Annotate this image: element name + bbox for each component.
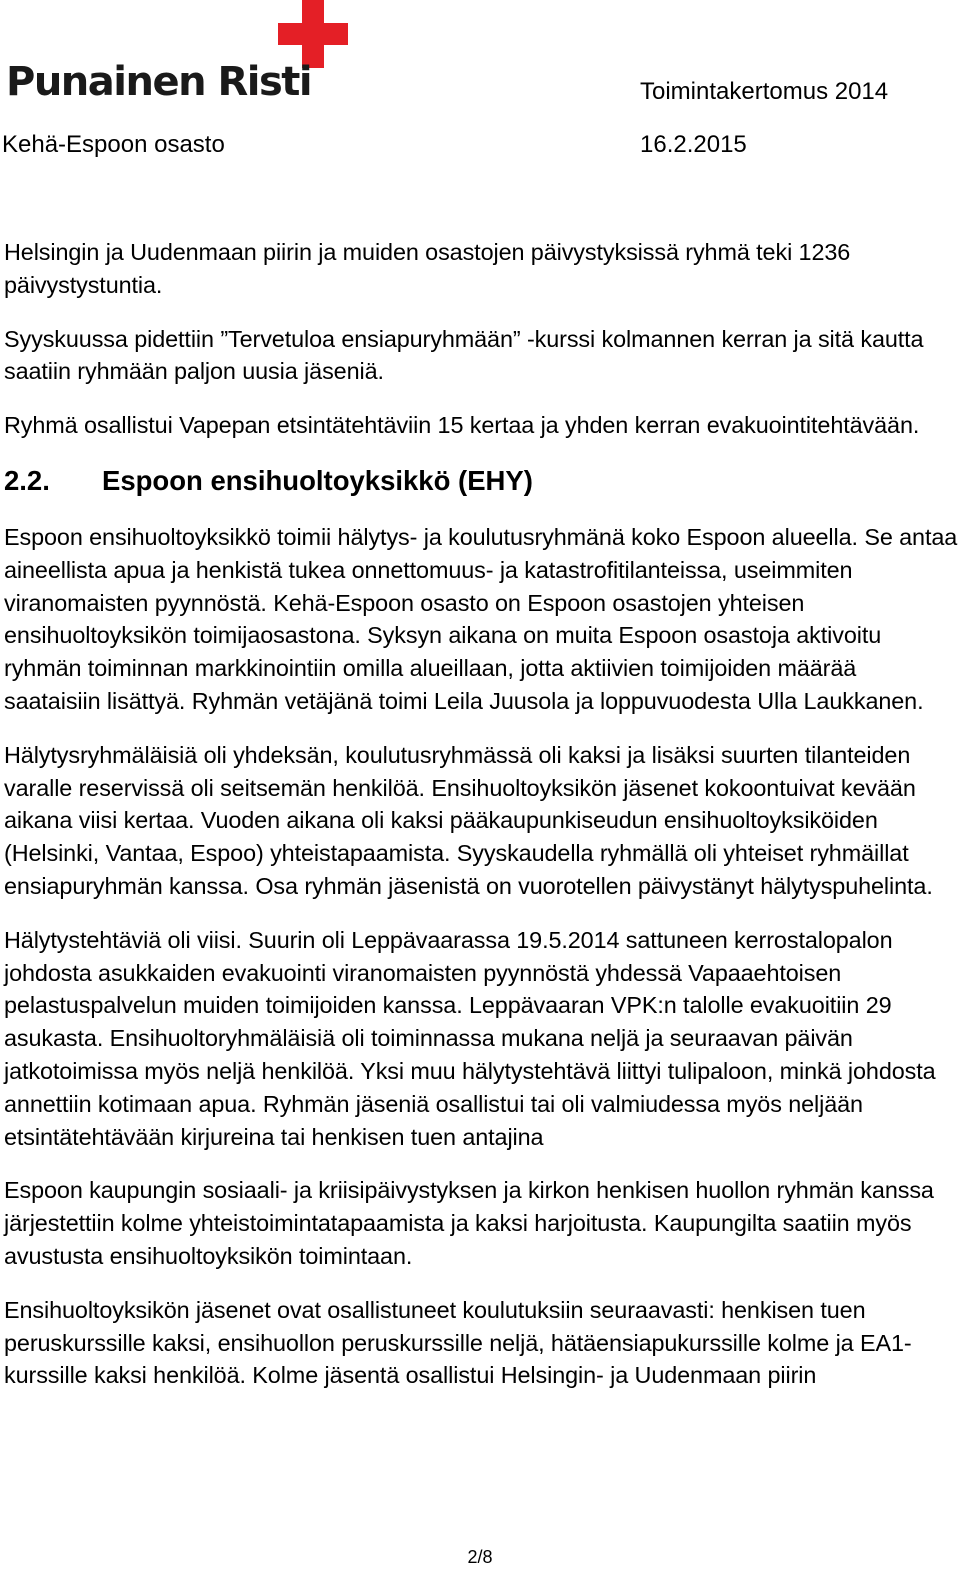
logo-text: Punainen Risti <box>6 59 312 105</box>
section-title: Espoon ensihuoltoyksikkö (EHY) <box>102 464 533 496</box>
paragraph: Ensihuoltoyksikön jäsenet ovat osallistuneet koulutuksiin seuraavasti: henkisen tuen peruskurssille kaksi, ensihuollon peruskurssille neljä, hätäensiapukurssille kolme ja EA1-kurssille kaksi henkilöä. Kolme jäsentä osallistui Helsingin- ja Uudenmaan piirin <box>4 1296 912 1389</box>
paragraph: Hälytysryhmäläisiä oli yhdeksän, koulutusryhmässä oli kaksi ja lisäksi suurten tilanteiden varalle reservissä oli seitsemän henkilöä. Ensihuoltoyksikön jäsenet kokoontuivat kevään aikana viisi kertaa. Vuoden aikana oli kaksi pääkaupunkiseudun ensihuoltoyksiköiden (Helsinki, Vantaa, Espoo) yhteistapaamista. Syyskaudella ryhmällä oli yhteiset ryhmäillat ensiapuryhmän kanssa. Osa ryhmän jäsenistä on vuorotellen päivystänyt hälytyspuhelinta. <box>4 741 933 899</box>
department-name: Kehä-Espoon osasto <box>2 131 225 158</box>
paragraph: Espoon kaupungin sosiaali- ja kriisipäivystyksen ja kirkon henkisen huollon ryhmän kanssa järjestettiin kolme yhteistoimintatapaamista ja kaksi harjoitusta. Kaupungilta saatiin myös avustusta ensihuoltoyksikön toimintaan. <box>4 1177 934 1269</box>
paragraph: Syyskuussa pidettiin ”Tervetuloa ensiapuryhmään” -kurssi kolmannen kerran ja sitä kautta saatiin ryhmään paljon uusia jäseniä. <box>4 325 924 385</box>
report-title: Toimintakertomus 2014 <box>640 78 889 105</box>
document-date: 16.2.2015 <box>640 131 747 158</box>
paragraph: Helsingin ja Uudenmaan piirin ja muiden osastojen päivystyksissä ryhmä teki 1236 päivystystuntia. <box>4 239 851 298</box>
red-cross-logo <box>6 0 351 110</box>
paragraph: Ryhmä osallistui Vapepan etsintätehtäviin 15 kertaa ja yhden kerran evakuointitehtävään. <box>4 412 920 439</box>
document-body <box>4 236 958 1413</box>
section-number: 2.2. <box>4 464 50 496</box>
page-number: 2/8 <box>467 1547 493 1567</box>
paragraph: Espoon ensihuoltoyksikkö toimii hälytys- ja koulutusryhmänä koko Espoon alueella. Se antaa aineellista apua ja henkistä tukea onnettomuus- ja katastrofitilanteissa, useimmiten viranomaisten pyynnöstä. Kehä-Espoon osasto on Espoon osastojen yhteisen ensihuoltoyksikön toimijaosastona. Syksyn aikana on muita Espoon osastoja aktivoitu ryhmän toiminnan markkinointiin omilla alueillaan, jotta aktiivien toimijoiden määrää saataisiin lisättyä. Ryhmän vetäjänä toimi Leila Juusola ja loppuvuodesta Ulla Laukkanen. <box>4 523 958 714</box>
paragraph: Hälytystehtäviä oli viisi. Suurin oli Leppävaarassa 19.5.2014 sattuneen kerrostalopalon johdosta asukkaiden evakuointi viranomaisten pyynnöstä yhdessä Vapaaehtoisen pelastuspalvelun muiden toimijoiden kanssa. Leppävaaran VPK:n talolle evakuoitiin 29 asukasta. Ensihuoltoryhmäläisiä oli toiminnassa mukana neljä ja seuraavan päivän jatkotoimissa myös neljä henkilöä. Yksi muu hälytystehtävä liittyi tulipaloon, minkä johdosta annettiin kotimaan apua. Ryhmän jäseniä osallistui tai oli valmiudessa myös neljään etsintätehtävään kirjureina tai henkisen tuen antajina <box>4 926 936 1150</box>
section-heading <box>4 463 958 499</box>
